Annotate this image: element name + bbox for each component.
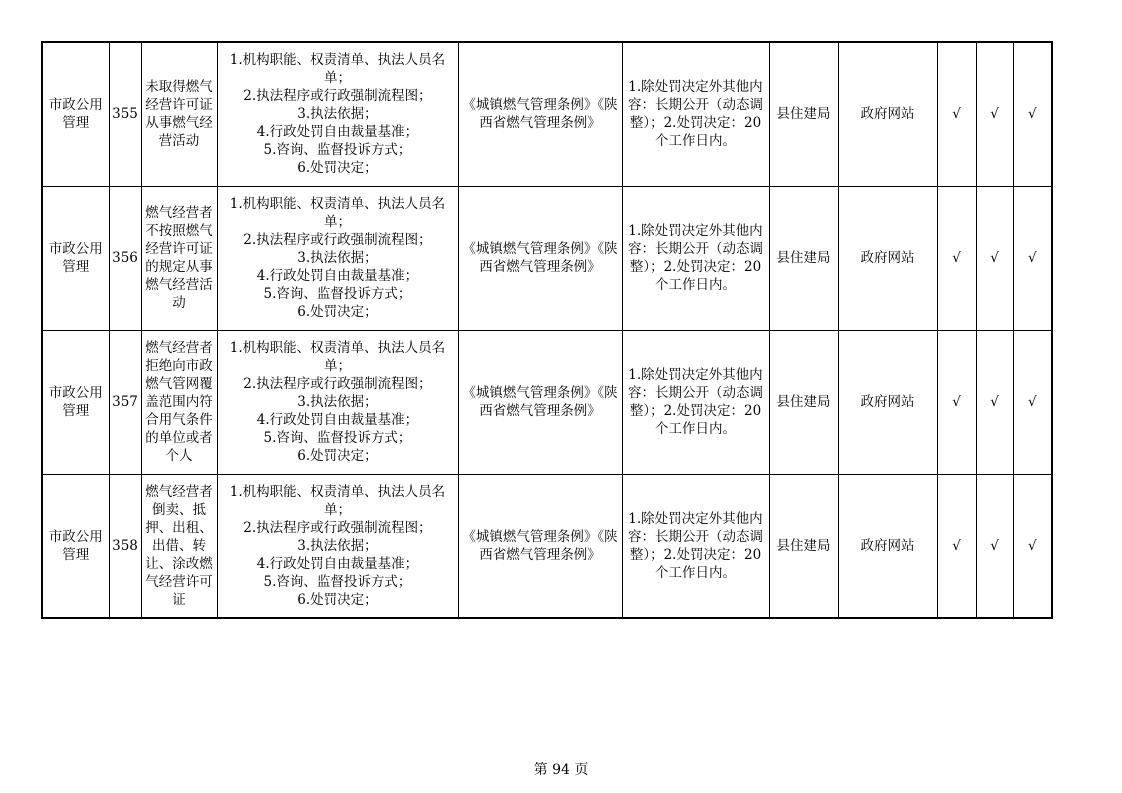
- content-line: 2.执法程序或行政强制流程图；: [243, 88, 432, 105]
- category-cell: 市政公用管理: [42, 42, 109, 186]
- period-cell: 1.除处罚决定外其他内容：长期公开（动态调整）；2.处罚决定：20个工作日内。: [622, 330, 769, 474]
- content-line: 5.咨询、监督投诉方式；: [263, 286, 412, 302]
- check-cell-1: √: [937, 186, 976, 330]
- basis-cell: 《城镇燃气管理条例》《陕西省燃气管理条例》: [458, 474, 622, 618]
- check-cell-1: √: [937, 42, 976, 186]
- disclosure-table: [41, 41, 1053, 619]
- category-cell: 市政公用管理: [42, 330, 109, 474]
- content-cell: [217, 42, 458, 186]
- content-line: 5.咨询、监督投诉方式；: [263, 142, 412, 159]
- number-cell: 358: [109, 474, 141, 618]
- basis-cell: 《城镇燃气管理条例》《陕西省燃气管理条例》: [458, 42, 622, 186]
- subject-cell: 县住建局: [769, 330, 838, 474]
- channel-cell: 政府网站: [838, 330, 937, 474]
- content-cell: [217, 330, 458, 474]
- table-row: [42, 330, 1052, 474]
- item-cell: 燃气经营者倒卖、抵押、出租、出借、转让、涂改燃气经营许可证: [141, 474, 217, 618]
- check-cell-2: √: [976, 42, 1013, 186]
- category-cell: 市政公用管理: [42, 474, 109, 618]
- item-cell: 燃气经营者不按照燃气经营许可证的规定从事燃气经营活动: [141, 186, 217, 330]
- content-line: 2.执法程序或行政强制流程图；: [243, 232, 432, 248]
- content-cell: [217, 474, 458, 618]
- number-cell: 356: [109, 186, 141, 330]
- content-line: 2.执法程序或行政强制流程图；: [243, 519, 432, 536]
- subject-cell: 县住建局: [769, 474, 838, 618]
- check-cell-2: √: [976, 474, 1013, 618]
- table-row: [42, 474, 1052, 618]
- table-row: [42, 42, 1052, 186]
- content-line: 2.执法程序或行政强制流程图；: [243, 376, 432, 392]
- period-cell: 1.除处罚决定外其他内容：长期公开（动态调整）；2.处罚决定：20个工作日内。: [622, 474, 769, 618]
- content-line: 5.咨询、监督投诉方式；: [263, 430, 412, 446]
- number-cell: 357: [109, 330, 141, 474]
- content-line: 3.执法依据；: [297, 250, 378, 266]
- content-line: 4.行政处罚自由裁量基准；: [256, 555, 419, 572]
- content-line: 6.处罚决定；: [297, 448, 378, 464]
- content-line: 1.机构职能、权责清单、执法人员名单；: [229, 483, 446, 518]
- channel-cell: 政府网站: [838, 186, 937, 330]
- content-line: 6.处罚决定；: [297, 591, 378, 608]
- check-cell-3: √: [1013, 330, 1052, 474]
- check-cell-1: √: [937, 330, 976, 474]
- content-line: 6.处罚决定；: [297, 160, 378, 177]
- check-cell-2: √: [976, 186, 1013, 330]
- content-line: 1.机构职能、权责清单、执法人员名单；: [229, 52, 446, 87]
- content-cell: [217, 186, 458, 330]
- check-cell-1: √: [937, 474, 976, 618]
- content-line: 1.机构职能、权责清单、执法人员名单；: [229, 340, 446, 374]
- subject-cell: 县住建局: [769, 186, 838, 330]
- basis-cell: 《城镇燃气管理条例》《陕西省燃气管理条例》: [458, 186, 622, 330]
- period-cell: 1.除处罚决定外其他内容：长期公开（动态调整）；2.处罚决定：20个工作日内。: [622, 186, 769, 330]
- item-cell: 燃气经营者拒绝向市政燃气管网覆盖范围内符合用气条件的单位或者个人: [141, 330, 217, 474]
- channel-cell: 政府网站: [838, 42, 937, 186]
- content-line: 1.机构职能、权责清单、执法人员名单；: [229, 196, 446, 230]
- check-cell-3: √: [1013, 186, 1052, 330]
- content-line: 4.行政处罚自由裁量基准；: [256, 268, 419, 284]
- content-line: 4.行政处罚自由裁量基准；: [256, 124, 419, 141]
- subject-cell: 县住建局: [769, 42, 838, 186]
- period-cell: 1.除处罚决定外其他内容：长期公开（动态调整）；2.处罚决定：20个工作日内。: [622, 42, 769, 186]
- check-cell-3: √: [1013, 474, 1052, 618]
- basis-cell: 《城镇燃气管理条例》《陕西省燃气管理条例》: [458, 330, 622, 474]
- category-cell: 市政公用管理: [42, 186, 109, 330]
- content-line: 4.行政处罚自由裁量基准；: [256, 412, 419, 428]
- content-line: 6.处罚决定；: [297, 304, 378, 320]
- content-line: 3.执法依据；: [297, 394, 378, 410]
- item-cell: 未取得燃气经营许可证从事燃气经营活动: [141, 42, 217, 186]
- content-line: 3.执法依据；: [297, 106, 378, 123]
- page-number: 第 94 页: [533, 762, 589, 778]
- check-cell-3: √: [1013, 42, 1052, 186]
- channel-cell: 政府网站: [838, 474, 937, 618]
- content-line: 5.咨询、监督投诉方式；: [263, 573, 412, 590]
- check-cell-2: √: [976, 330, 1013, 474]
- table-row: [42, 186, 1052, 330]
- number-cell: 355: [109, 42, 141, 186]
- content-line: 3.执法依据；: [297, 537, 378, 554]
